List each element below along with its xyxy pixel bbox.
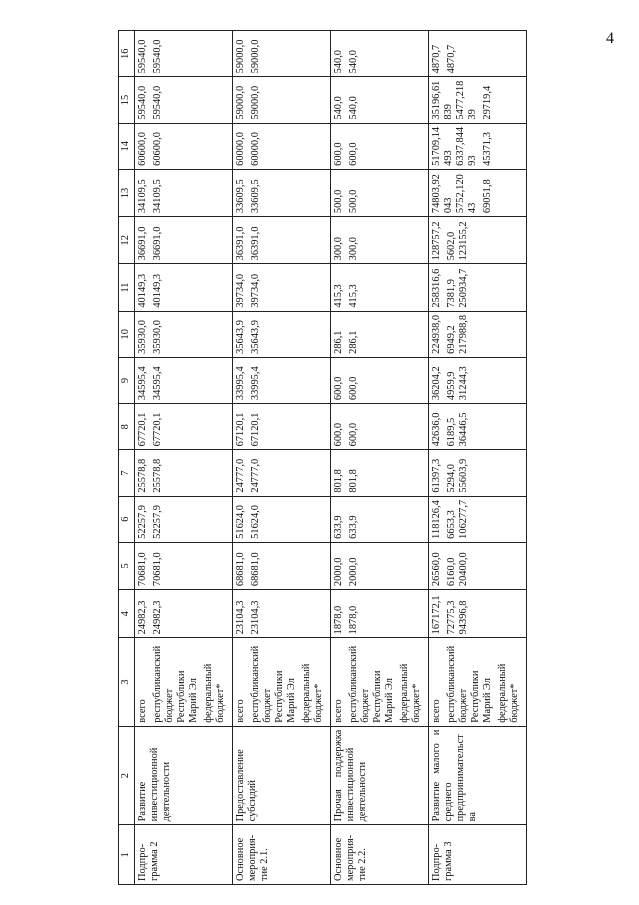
value-cell [135,450,233,496]
value-text: 45371,3 [482,132,493,166]
value-text: 35930,0 [137,320,148,354]
value-text: 67720,1 [152,412,163,447]
value-text: 34595,4 [137,366,148,401]
funding-source-label: республиканский бюджет Республики Марий Эл [348,645,395,723]
value-text: 35930,0 [152,320,163,354]
value-cell [429,542,527,589]
col-header-12: 12 [119,217,135,264]
value-cell [429,496,527,542]
value-cell [331,450,429,496]
value-cell [331,404,429,450]
value-text: 60600,0 [137,132,148,166]
value-text: 300,0 [348,236,359,261]
value-cell [331,77,429,123]
value-cell [429,404,527,450]
value-text: 250934,7 [458,268,469,308]
value-text: 167172,1 [431,595,442,635]
value-text: 59000,0 [250,39,261,74]
value-text: 540,0 [333,96,344,120]
value-text: 74803,92043 5752,12043 [431,174,478,214]
value-cell [429,450,527,496]
value-text: 600,0 [348,142,359,166]
value-text: 633,9 [348,515,359,539]
value-text: 69051,8 [482,179,493,214]
funding-source-label: федеральный бюджет* [203,663,226,723]
value-cell [233,169,331,216]
value-text: 29719,4 [482,85,493,120]
col-header-5: 5 [119,542,135,589]
value-cell [135,31,233,77]
value-text: 33609,5 [250,179,261,214]
value-cell [233,450,331,496]
col-header-3: 3 [119,638,135,726]
value-text: 52257,9 [152,505,163,539]
value-text: 415,3 [333,284,344,308]
value-cell [135,264,233,311]
value-text: 33995,4 [235,366,246,401]
value-cell [331,31,429,77]
table-body [135,31,527,885]
value-cell [135,311,233,357]
value-cell [135,357,233,403]
value-text: 801,8 [333,469,344,493]
row-code: Основное мероприя-тие 2.1. [233,825,331,885]
value-cell [135,77,233,123]
value-cell [331,264,429,311]
value-text: 4870,7 [446,44,457,74]
value-text: 25578,8 [137,458,148,493]
value-text: 106277,7 [458,499,469,539]
value-text: 70681,0 [152,552,163,587]
value-text: 34595,4 [152,366,163,401]
value-cell [135,404,233,450]
col-header-11: 11 [119,264,135,311]
value-text: 24777,0 [235,458,246,493]
value-text: 70681,0 [137,552,148,587]
value-text: 24777,0 [250,458,261,493]
row-name: Предоставление субсидий [233,726,331,825]
value-cell [331,169,429,216]
funding-source-label: республиканский бюджет Республики Марий Эл [446,645,493,723]
value-text: 300,0 [333,236,344,261]
value-text: 36391,0 [250,226,261,261]
value-text: 36691,0 [152,226,163,261]
value-text: 34109,5 [152,179,163,214]
value-text: 23104,3 [235,600,246,635]
value-text: 258316,6 [431,268,442,308]
value-text: 67120,1 [250,412,261,447]
value-cell [135,123,233,169]
value-text: 51624,0 [235,505,246,539]
value-text: 540,0 [348,49,359,74]
value-cell [331,311,429,357]
table-row [135,31,233,885]
funding-source-label: всего [235,699,246,723]
value-cell [429,311,527,357]
value-text: 128757,2 [431,221,442,261]
funding-source-label: федеральный бюджет* [497,663,520,723]
value-cell [331,357,429,403]
value-text: 60000,0 [250,132,261,166]
value-text: 42636,0 [431,412,442,447]
value-text: 34109,5 [137,179,148,214]
value-cell [233,31,331,77]
value-text: 52257,9 [137,505,148,539]
funding-source-label: республиканский бюджет Республики Марий Эл [152,645,199,723]
value-text: 39734,0 [250,273,261,308]
funding-source-label: всего [431,699,442,723]
value-text: 2000,0 [333,557,344,587]
value-text: 4870,7 [431,44,442,74]
value-text: 68681,0 [250,552,261,587]
value-cell [429,264,527,311]
col-header-1: 1 [119,825,135,885]
value-cell [331,123,429,169]
value-text: 286,1 [333,330,344,354]
funding-source-label: республиканский бюджет Республики Марий Эл [250,645,297,723]
value-text: 40149,3 [152,273,163,308]
value-cell [233,542,331,589]
value-cell [135,542,233,589]
value-text: 500,0 [333,189,344,214]
page-number: 4 [606,30,614,47]
table-header [119,31,135,885]
value-text: 500,0 [348,189,359,214]
value-cell [429,31,527,77]
value-text: 35196,61839 5477,21839 [431,80,478,120]
value-cell [233,590,331,638]
value-cell [429,77,527,123]
value-text: 6949,2 [446,325,457,354]
value-cell [331,217,429,264]
value-text: 51624,0 [250,505,261,539]
funding-source-cell [331,638,429,726]
value-text: 415,3 [348,284,359,308]
value-cell [429,123,527,169]
value-text: 633,9 [333,515,344,539]
value-cell [233,123,331,169]
value-text: 2000,0 [348,557,359,587]
value-text: 51709,14493 6337,84493 [431,126,478,166]
value-cell [135,169,233,216]
value-cell [135,496,233,542]
value-text: 35643,9 [250,320,261,354]
value-text: 286,1 [348,330,359,354]
value-text: 801,8 [348,469,359,493]
funding-source-cell [429,638,527,726]
value-text: 59540,0 [152,85,163,120]
value-text: 59000,0 [235,39,246,74]
funding-source-label: федеральный бюджет* [301,663,324,723]
table-row [429,31,527,885]
value-text: 67120,1 [235,412,246,447]
value-text: 60000,0 [235,132,246,166]
value-text: 600,0 [348,376,359,401]
value-text: 59540,0 [137,85,148,120]
col-header-10: 10 [119,311,135,357]
value-cell [233,264,331,311]
value-text: 59000,0 [250,85,261,120]
value-text: 36446,5 [458,412,469,447]
value-text: 1878,0 [348,605,359,635]
funding-source-label: всего [333,699,344,723]
value-text: 40149,3 [137,273,148,308]
value-text: 55603,9 [458,458,469,493]
value-text: 31244,3 [458,366,469,401]
value-cell [331,590,429,638]
value-text: 4959,9 [446,371,457,401]
value-cell [135,217,233,264]
value-text: 68681,0 [235,552,246,587]
value-cell [429,169,527,216]
col-header-2: 2 [119,726,135,825]
value-text: 5294,0 [446,464,457,493]
value-text: 600,0 [333,422,344,447]
value-text: 39734,0 [235,273,246,308]
value-text: 60600,0 [152,132,163,166]
value-text: 224938,0 [431,314,442,354]
row-name: Развитие малого и среднего предпринимательства [429,726,527,825]
value-text: 7381,9 [446,279,457,308]
value-text: 35643,9 [235,320,246,354]
row-name: Прочая поддержка инвестиционной деятельности [331,726,429,825]
col-header-9: 9 [119,357,135,403]
value-text: 72775,3 [446,600,457,635]
col-header-4: 4 [119,590,135,638]
value-cell [233,217,331,264]
value-text: 59540,0 [137,39,148,74]
row-code: Подпро-грамма 2 [135,825,233,885]
col-header-8: 8 [119,404,135,450]
value-text: 5602,0 [446,231,457,261]
value-text: 6189,5 [446,417,457,447]
value-text: 118126,4 [431,500,442,539]
value-text: 540,0 [348,96,359,120]
value-cell [429,217,527,264]
value-text: 94396,8 [458,600,469,635]
value-text: 23104,3 [250,600,261,635]
col-header-16: 16 [119,31,135,77]
col-header-6: 6 [119,496,135,542]
value-text: 67720,1 [137,412,148,447]
value-text: 540,0 [333,49,344,74]
value-cell [429,590,527,638]
value-text: 600,0 [333,142,344,166]
value-text: 59000,0 [235,85,246,120]
value-text: 61397,3 [431,458,442,493]
value-cell [135,590,233,638]
col-header-13: 13 [119,169,135,216]
value-cell [233,404,331,450]
value-text: 6653,3 [446,510,457,539]
col-header-15: 15 [119,77,135,123]
col-header-7: 7 [119,450,135,496]
value-text: 25578,8 [152,458,163,493]
value-cell [233,311,331,357]
value-text: 600,0 [333,376,344,401]
value-cell [233,357,331,403]
value-cell [331,542,429,589]
funding-source-label: федеральный бюджет* [399,663,422,723]
funding-source-label: всего [137,699,148,723]
row-name: Развитие инвестиционной деятельности [135,726,233,825]
value-text: 123155,2 [458,221,469,261]
table-row [233,31,331,885]
value-cell [233,496,331,542]
value-cell [233,77,331,123]
value-text: 26560,0 [431,552,442,587]
value-text: 36691,0 [137,226,148,261]
value-cell [429,357,527,403]
value-text: 20400,0 [458,552,469,587]
funding-source-cell [135,638,233,726]
table-row [331,31,429,885]
row-code: Подпро-грамма 3 [429,825,527,885]
value-text: 33995,4 [250,366,261,401]
value-text: 6160,0 [446,557,457,587]
row-code: Основное мероприя-тие 2.2. [331,825,429,885]
value-text: 24982,3 [152,600,163,635]
budget-table [118,30,527,885]
rotated-table-area [118,30,616,885]
value-text: 36204,2 [431,366,442,401]
value-text: 600,0 [348,422,359,447]
value-text: 1878,0 [333,605,344,635]
funding-source-cell [233,638,331,726]
value-text: 217988,8 [458,314,469,354]
value-text: 24982,3 [137,600,148,635]
value-text: 33609,5 [235,179,246,214]
value-text: 59540,0 [152,39,163,74]
value-cell [331,496,429,542]
value-text: 36391,0 [235,226,246,261]
col-header-14: 14 [119,123,135,169]
